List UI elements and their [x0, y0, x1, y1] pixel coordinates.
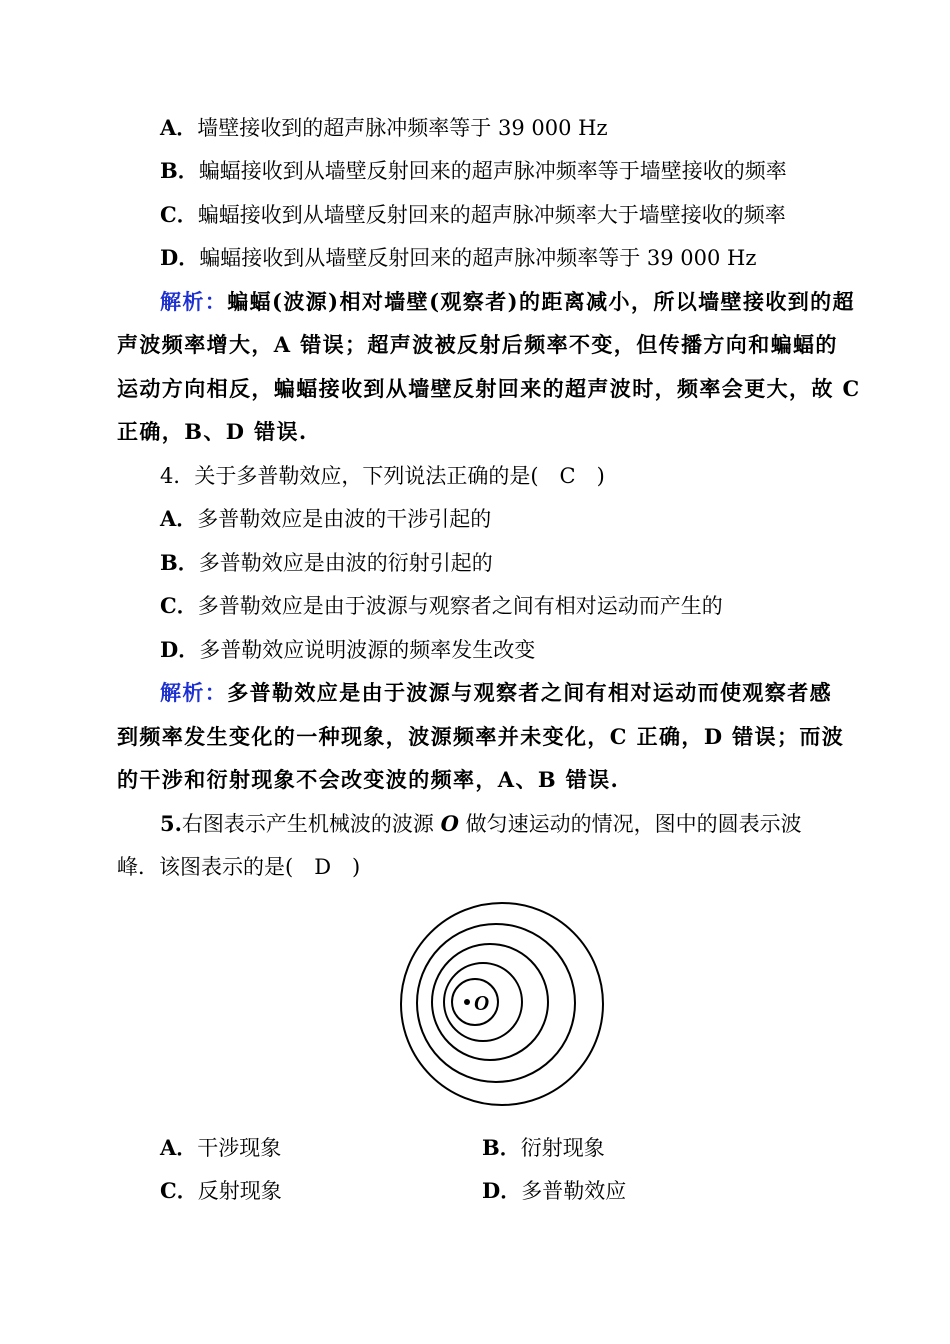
q4-option-c: C．多普勒效应是由于波源与观察者之间有相对运动而产生的 [160, 593, 723, 618]
q4-option-d: D．多普勒效应说明波源的频率发生改变 [160, 637, 536, 662]
analysis-label: 解析： [160, 289, 228, 314]
wave-crest-2 [417, 924, 575, 1082]
q3-analysis-line-2: 声波频率增大，A 错误；超声波被反射后频率不变，但传播方向和蝙蝠的 [117, 332, 838, 357]
q4-analysis-line-1: 解析：多普勒效应是由于波源与观察者之间有相对运动而使观察者感 [160, 680, 833, 705]
q5-option-a: A．干涉现象 [160, 1135, 282, 1160]
source-symbol: O [440, 811, 459, 836]
q5-option-c: C．反射现象 [160, 1178, 282, 1203]
q3-analysis-line-3: 运动方向相反，蝙蝠接收到从墙壁反射回来的超声波时，频率会更大，故 C [117, 376, 861, 401]
q3-option-c: C．蝙蝠接收到从墙壁反射回来的超声脉冲频率大于墙壁接收的频率 [160, 202, 786, 227]
q3-analysis-line-4: 正确，B、D 错误. [117, 419, 308, 444]
q4-analysis-line-2: 到频率发生变化的一种现象，波源频率并未变化，C 正确，D 错误；而波 [117, 724, 845, 749]
q5-option-b: B．衍射现象 [482, 1135, 605, 1160]
q3-option-b: B．蝙蝠接收到从墙壁反射回来的超声脉冲频率等于墙壁接收的频率 [160, 158, 787, 183]
source-dot [464, 999, 470, 1005]
analysis-label: 解析： [160, 680, 228, 705]
q4-option-b: B．多普勒效应是由波的衍射引起的 [160, 550, 493, 575]
q3-option-d: D．蝙蝠接收到从墙壁反射回来的超声脉冲频率等于 39 000 Hz [160, 245, 757, 270]
doppler-figure [396, 898, 608, 1110]
q4-analysis-line-3: 的干涉和衍射现象不会改变波的频率，A、B 错误. [117, 767, 620, 792]
source-label: O [474, 991, 490, 1015]
q3-analysis-line-1: 解析：蝙蝠(波源)相对墙壁(观察者)的距离减小，所以墙壁接收到的超 [160, 289, 855, 314]
wave-crest-3 [432, 944, 548, 1060]
q5-stem-line-2: 峰．该图表示的是( D ) [117, 855, 361, 879]
q5-stem-line-1: 5.右图表示产生机械波的波源 O 做匀速运动的情况，图中的圆表示波 [160, 811, 802, 836]
q5-option-d: D．多普勒效应 [482, 1178, 627, 1203]
q4-option-a: A．多普勒效应是由波的干涉引起的 [160, 506, 492, 531]
q4-stem: 4．关于多普勒效应，下列说法正确的是( C ) [160, 464, 605, 488]
q3-option-a: A．墙壁接收到的超声脉冲频率等于 39 000 Hz [160, 115, 608, 140]
